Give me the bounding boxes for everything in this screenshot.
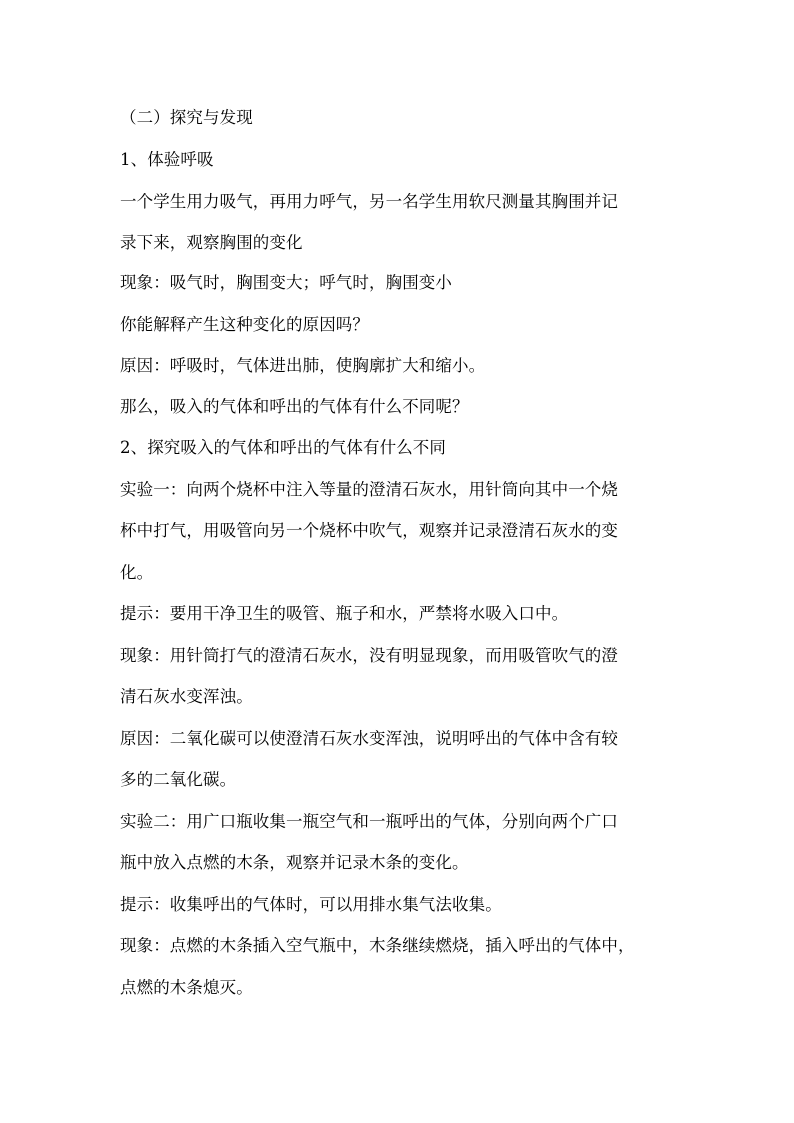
section-heading: （二）探究与发现 xyxy=(120,108,253,127)
paragraph-line: 现象：点燃的木条插入空气瓶中，木条继续燃烧，插入呼出的气体中， xyxy=(120,936,635,955)
subsection-heading: 1、体验呼吸 xyxy=(120,150,214,169)
paragraph-line: 点燃的木条熄灭。 xyxy=(120,978,253,997)
paragraph-line: 多的二氧化碳。 xyxy=(120,770,237,789)
paragraph-line: 原因：呼吸时，气体进出肺，使胸廓扩大和缩小。 xyxy=(120,356,486,375)
paragraph-line: 提示：收集呼出的气体时，可以用排水集气法收集。 xyxy=(120,895,502,914)
paragraph-line: 你能解释产生这种变化的原因吗？ xyxy=(120,315,369,334)
paragraph-line: 杯中打气，用吸管向另一个烧杯中吹气，观察并记录澄清石灰水的变 xyxy=(120,521,618,540)
paragraph-line: 实验一：向两个烧杯中注入等量的澄清石灰水，用针筒向其中一个烧 xyxy=(120,480,618,499)
paragraph-line: 那么，吸入的气体和呼出的气体有什么不同呢？ xyxy=(120,397,469,416)
paragraph-line: 实验二：用广口瓶收集一瓶空气和一瓶呼出的气体，分别向两个广口 xyxy=(120,812,618,831)
paragraph-line: 化。 xyxy=(120,563,154,582)
paragraph-line: 现象：吸气时，胸围变大；呼气时，胸围变小 xyxy=(120,273,452,292)
paragraph-line: 录下来，观察胸围的变化 xyxy=(120,233,303,252)
paragraph-line: 现象：用针筒打气的澄清石灰水，没有明显现象，而用吸管吹气的澄 xyxy=(120,646,618,665)
paragraph-line: 提示：要用干净卫生的吸管、瓶子和水，严禁将水吸入口中。 xyxy=(120,604,569,623)
subsection-heading: 2、探究吸入的气体和呼出的气体有什么不同 xyxy=(120,438,446,457)
paragraph-line: 一个学生用力吸气，再用力呼气，另一名学生用软尺测量其胸围并记 xyxy=(120,192,618,211)
paragraph-line: 清石灰水变浑浊。 xyxy=(120,687,253,706)
paragraph-line: 瓶中放入点燃的木条，观察并记录木条的变化。 xyxy=(120,853,469,872)
paragraph-line: 原因：二氧化碳可以使澄清石灰水变浑浊，说明呼出的气体中含有较 xyxy=(120,729,618,748)
